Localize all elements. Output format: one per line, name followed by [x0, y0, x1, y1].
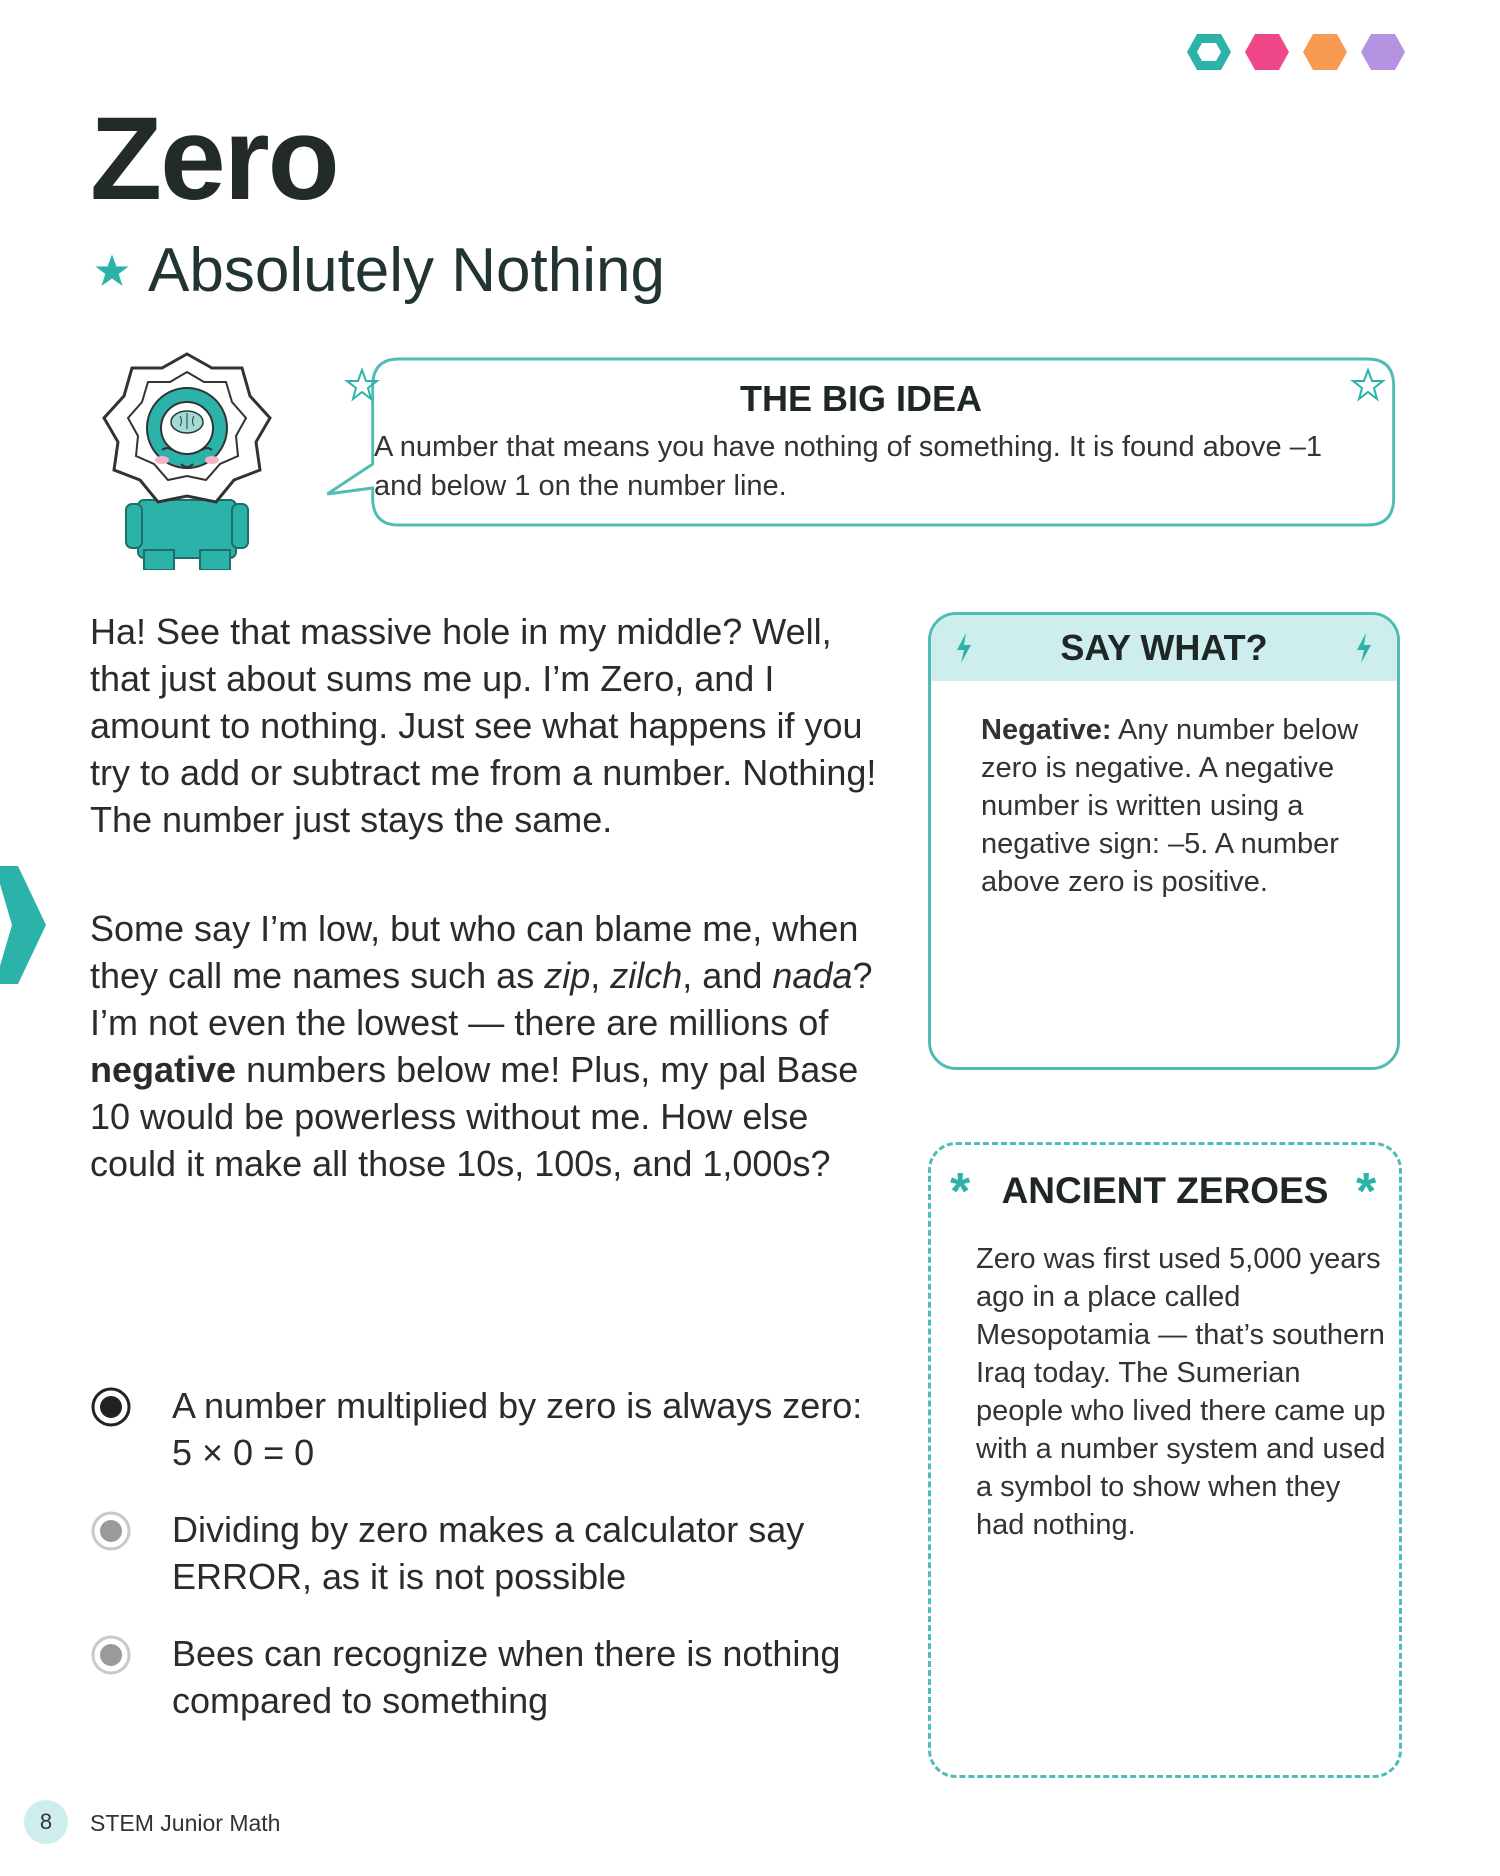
zero-mascot-illustration — [92, 350, 282, 570]
side-tab-arrow-icon — [0, 866, 46, 984]
lightning-icon — [955, 633, 973, 663]
teal-hexagon-icon — [1186, 32, 1232, 72]
subtitle-text: Absolutely Nothing — [148, 236, 665, 305]
fact-text: Bees can recognize when there is nothing compared to something — [172, 1633, 841, 1721]
filled-bullet-icon — [90, 1386, 132, 1428]
page-number: 8 — [24, 1800, 68, 1844]
big-idea-title: THE BIG IDEA — [739, 378, 982, 419]
say-what-title: SAY WHAT? — [1060, 627, 1268, 668]
bullet-icon — [90, 1510, 132, 1552]
pink-hexagon-icon — [1244, 32, 1290, 72]
fact-text: Dividing by zero makes a calculator say ERROR, as it is not possible — [172, 1509, 805, 1597]
say-what-box — [928, 612, 1400, 1070]
ancient-zeroes-title: ANCIENT ZEROES — [1001, 1170, 1329, 1211]
intro-paragraph: Ha! See that massive hole in my middle? Well, that just about sums me up. I’m Zero, and I amount to nothing. Just see what happens if you try to add or subtract me from a number. Nothing! The number just stays the same. — [90, 611, 877, 840]
asterisk-icon: * — [950, 1163, 971, 1221]
lightning-icon — [1355, 633, 1373, 663]
say-what-header — [931, 615, 1397, 681]
purple-hexagon-icon — [1360, 32, 1406, 72]
page-title: Zero — [90, 93, 338, 225]
asterisk-icon: * — [1356, 1163, 1377, 1221]
fact-text: A number multiplied by zero is always zero: 5 × 0 = 0 — [172, 1385, 863, 1473]
bullet-icon — [90, 1634, 132, 1676]
footer-label: STEM Junior Math — [90, 1810, 281, 1836]
fact-item — [90, 1630, 890, 1724]
page-subtitle — [94, 236, 665, 305]
fact-item — [90, 1382, 890, 1476]
second-paragraph: Some say I’m low, but who can blame me, when they call me names such as zip, zilch, and nada? I’m not even the lowest — there are millions of negative numbers below me! Plus, my pal Base 10 would be powerless without me. How else could it make all those 10s, 100s, and 1,000s? — [90, 908, 873, 1184]
say-what-term: Negative: — [981, 714, 1112, 746]
say-what-definition: Any number below zero is negative. A negative number is written using a negative sign: –5. A number above zero is positive. — [981, 714, 1359, 898]
orange-hexagon-icon — [1302, 32, 1348, 72]
say-what-text — [981, 711, 1381, 901]
negative-term: negative — [90, 1049, 237, 1090]
ancient-zeroes-text: Zero was first used 5,000 years ago in a place called Mesopotamia — that’s southern Iraq today. The Sumerian people who lived there came up with a number system and used a symbol to show when they had nothing. — [976, 1243, 1386, 1541]
big-idea-text: A number that means you have nothing of something. It is found above –1 and below 1 on the number line. — [374, 431, 1322, 502]
fact-item — [90, 1506, 890, 1600]
star-icon — [94, 253, 130, 289]
